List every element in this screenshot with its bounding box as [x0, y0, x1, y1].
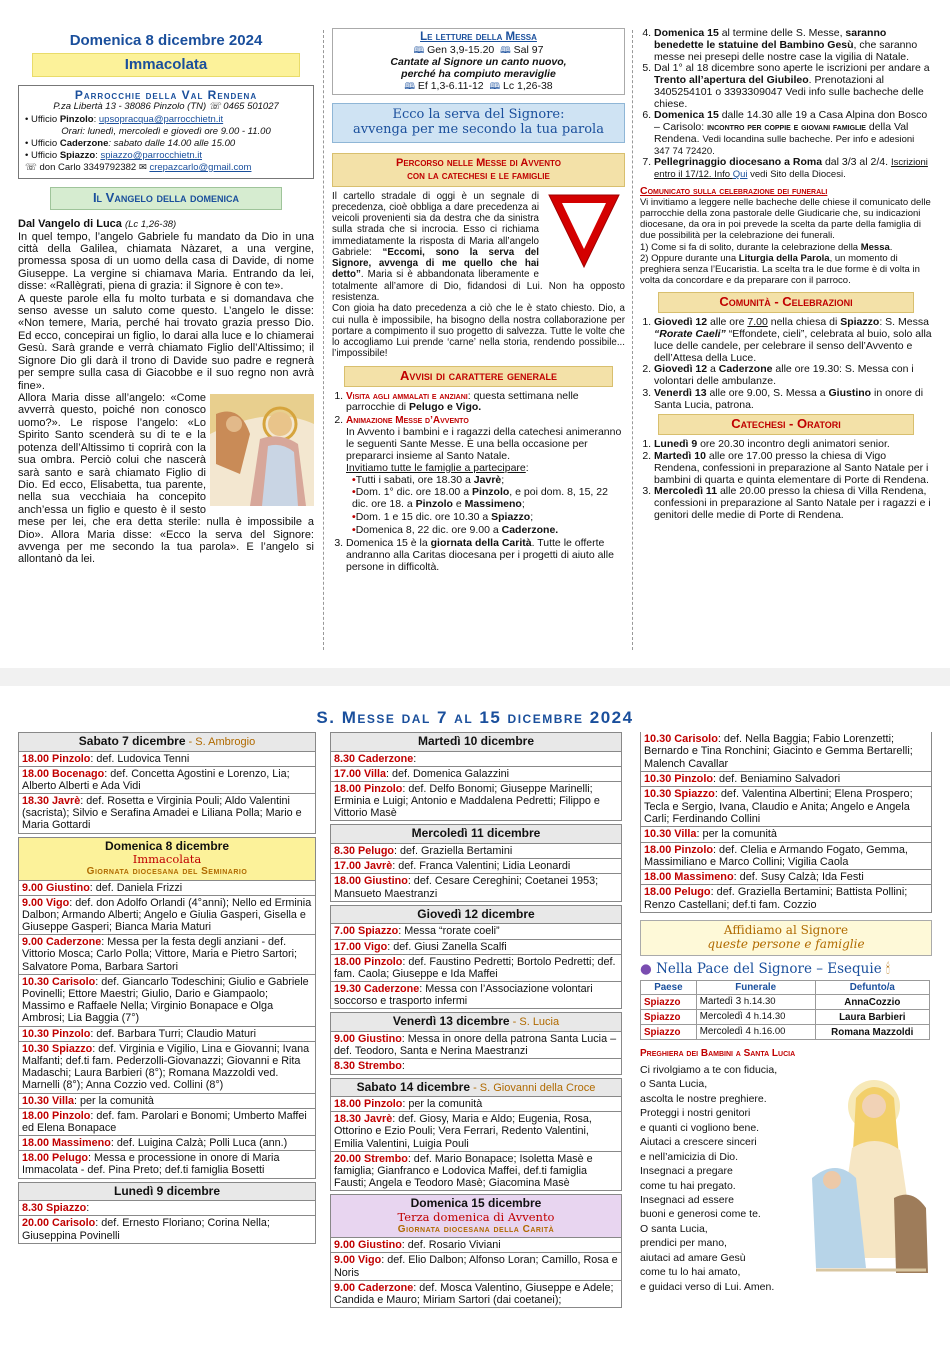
page-separator — [0, 668, 950, 686]
mass-entry: 8.30 Spiazzo: — [18, 1201, 316, 1216]
feast-banner: Immacolata — [32, 53, 300, 76]
mass-entry: 10.30 Pinzolo: def. Beniamino Salvadori — [640, 772, 932, 787]
mass-entry: 9.00 Vigo: def. Elio Dalbon; Alfonso Loran; Camillo, Rosa e Noris — [330, 1253, 622, 1280]
funerals-header: Comunicato sulla celebrazione dei funerali — [640, 184, 828, 197]
column-left — [18, 28, 314, 653]
mass-entry: 10.30 Spiazzo: def. Virginia e Vigilio, Lina e Giovanni; Ivana Malfanti; def.ti fam. Pederzolli-Giovanazzi; Giovanni e Rita Madaschi; Laura Barbieri (8°); Romana Mazzoldi ved. Marnelli (8°); Anna Cozzio ved. Collini (8°) — [18, 1042, 316, 1094]
column-right — [640, 28, 932, 653]
mass-entry: 18.30 Javrè: def. Rosetta e Virginia Pouli; Aldo Valentini (sacrista); Silvio e Serafina Amadei e Liliana Polla; Mario e Maria Gottardi — [18, 794, 316, 834]
masses-column-3 — [640, 732, 932, 913]
notice-item: 1. Visita agli ammalati e anziani: questa settimana nelle parrocchie di Pelugo e Vigo. — [346, 391, 625, 415]
mass-entry: 9.00 Vigo: def. don Adolfo Orlandi (4°anni); Nello ed Erminia Dalbon; Armando Alberti; Angelo e Giulia Gasperi, Gisella e Giuseppe Gasperi; Bianca Maria Maturi — [18, 896, 316, 936]
santa-lucia-image — [796, 1058, 936, 1288]
notice-item: 6. Domenica 15 dalle 14.30 alle 19 a Casa Alpina don Bosco – Carisolo: incontro per coppie e giovani famiglie della Val Rendena. Vedi locandina sulle bacheche. Per info e adesioni 347 74 72420. — [654, 110, 932, 157]
prayer-title: Preghiera dei Bambini a Santa Lucia — [640, 1048, 796, 1060]
prayer-line: e nell’amicizia di Dio. — [640, 1150, 739, 1163]
column-middle — [332, 28, 625, 653]
prayer-line: buoni e generosi come te. — [640, 1208, 761, 1221]
gospel-header: Il Vangelo della domenica — [50, 187, 282, 210]
bullet-icon: ● — [640, 960, 652, 977]
prayer-line: Insegnaci a pregare — [640, 1165, 733, 1178]
funerals-table: Paese Funerale Defunto/a Spiazzo Martedì 3 h.14.30 AnnaCozzio Spiazzo Mercoledì 4 h.14.30 Laura Barbieri Spiazzo Mercoledì 4 h.16.00 Romana Mazzoldi — [640, 980, 930, 1040]
mass-entry: 18.00 Pinzolo: per la comunità — [330, 1097, 622, 1112]
mass-entry: 9.00 Giustino: def. Rosario Viviani — [330, 1238, 622, 1253]
notice-item: 4. Domenica 15 al termine delle S. Messe, saranno benedette le statuine del Bambino Gesù, che saranno messe nei presepi delle nostre case la vigilia di Natale. — [654, 28, 932, 63]
office-hours: Orari: lunedì, mercoledì e giovedì ore 9.00 - 11.00 — [61, 126, 271, 138]
day-header: Domenica 15 dicembre Terza domenica di Avvento Giornata diocesana della Carità — [330, 1194, 622, 1238]
parish-title: Parrocchie della Val Rendena — [74, 87, 258, 102]
prayer-line: come tu lo hai amato, — [640, 1266, 741, 1279]
book-icon: 🕮 — [404, 81, 415, 92]
table-row: Spiazzo Mercoledì 4 h.16.00 Romana Mazzoldi — [641, 1025, 930, 1040]
mass-entry: 17.00 Villa: def. Domenica Galazzini — [330, 767, 622, 782]
mass-entry: 18.00 Pinzolo: def. Ludovica Tenni — [18, 752, 316, 767]
day-header: Lunedì 9 dicembre — [18, 1182, 316, 1202]
mass-entry: 19.30 Caderzone: Messa con l’Associazione volontari soccorso e trasporto infermi — [330, 982, 622, 1009]
community-header: Comunità - Celebrazioni — [658, 292, 914, 313]
book-icon: 🕮 — [489, 81, 501, 92]
prayer-line: Proteggi i nostri genitori — [640, 1107, 751, 1120]
mass-entry: 18.30 Javrè: def. Giosy, Maria e Aldo; Eugenia, Rosa, Ottorino e Ezio Pouli; Vera Ferrari, Redento Valentini, Emilia Valentini, Luigia Pouli — [330, 1112, 622, 1152]
day-header: Giovedì 12 dicembre — [330, 905, 622, 925]
mass-entry: 10.30 Spiazzo: def. Valentina Albertini; Elena Prospero; Tecla e Sergio, Ivana, Claudio e Anita; Angelo e Angela Carli; Ferdinando Collini — [640, 787, 932, 827]
catechesis-item: 3. Mercoledì 11 alle 20.00 presso la chiesa di Villa Rendena, confessioni in preparazione al Santo Natale per i ragazzi e i genitori delle medie di Porte di Rendena. — [654, 486, 932, 521]
mass-entry: 18.00 Pelugo: Messa e processione in onore di Maria Immacolata - def. Pina Preto; def.ti famiglia Bosetti — [18, 1151, 316, 1178]
prayer-line: come tu hai pregato. — [640, 1179, 736, 1192]
day-header: Domenica 8 dicembre Immacolata Giornata diocesana del Seminario — [18, 837, 316, 881]
catechesis-item: 1. Lunedì 9 ore 20.30 incontro degli animatori senior. — [654, 439, 932, 451]
mass-entry: 8.30 Strembo: — [330, 1059, 622, 1074]
mass-entry: 8.30 Pelugo: def. Graziella Bertamini — [330, 844, 622, 859]
column-divider — [632, 30, 633, 650]
funerals-text: Vi invitiamo a leggere nelle bacheche delle chiese il comunicato delle parrocchie della zona pastorale delle Giudicarie che, su indicazioni diocesane, da ora in poi prevede la scelta da parte della famiglia di due possibilità per la celebrazione dei funerali. 1) Come si fa di solito, durante la celebrazione della Messa. 2) Oppure durante una Liturgia della Parola, un momento di preghiera senza l’Eucaristia. La scelta tra le due forme è di volta in volta da concordare e da preparare con il parroco. — [640, 196, 931, 287]
column-divider — [323, 30, 324, 650]
day-header: Sabato 7 dicembre - S. Ambrogio — [18, 732, 316, 752]
yield-sign-icon — [545, 191, 623, 271]
mass-entry: 9.00 Giustino: def. Daniela Frizzi — [18, 881, 316, 896]
community-item: 3. Venerdì 13 alle ore 9.00, S. Messa a Giustino in onore di Santa Lucia, patrona. — [654, 388, 932, 412]
mass-entry: 18.00 Pinzolo: def. Clelia e Armando Fogato, Gemma, Massimiliano e Marco Collini; Vigilia Caola — [640, 843, 932, 871]
mass-entry: 9.00 Giustino: Messa in onore della patrona Santa Lucia – def. Teodoro, Santa e Nerina Maestranzi — [330, 1032, 622, 1059]
mass-entry: 20.00 Strembo: def. Mario Bonapace; Isoletta Masè e famiglia; Gianfranco e Lodovica Maffei, def.ti famiglia Fausti; Angela e Teodoro Masè; Giacomina Masè — [330, 1152, 622, 1192]
book-icon: 🕮 — [413, 45, 425, 56]
prayer-line: O santa Lucia, — [640, 1222, 708, 1235]
catechesis-list — [640, 439, 932, 521]
ecco-banner: Ecco la serva del Signore: avvenga per me secondo la tua parola — [332, 103, 625, 143]
readings-title: Le letture della Messa — [420, 31, 537, 43]
parish-info-box — [18, 85, 314, 179]
notice-item: 2. Animazione Messe d’Avvento In Avvento i bambini e i ragazzi della catechesi animeranno le seguenti Sante Messe. È una bella occasione per prepararci insieme al Santo Natale. Invitiamo tutte le famiglie a partecipare: • Tutti i sabati, ore 18.30 a Javrè; • Dom. 1° dic. ore 18.00 a Pinzolo, e poi dom. 8, 15, 22 dic. ore 18. a Pinzolo e Massimeno; • Dom. 1 e 15 dic. ore 10.30 a Spiazzo; • Domenica 8, 22 dic. ore 9.00 a Caderzone. — [346, 415, 625, 537]
day-header: Martedì 10 dicembre — [330, 732, 622, 752]
mass-entry: 9.00 Caderzone: Messa per la festa degli anziani - def. Vittorio Mosca; Carlo Polla; Vittore, Maria e Pietro Sartori; Salvatore Poma, Barbara Sartori — [18, 935, 316, 975]
office-pinzolo: • Ufficio Pinzolo: upsopracqua@parrocchietn.it — [25, 114, 224, 126]
advent-path-text: Il cartello stradale di oggi è un segnale di precedenza, cioè obbliga a dare precedenza ai veicoli provenienti sia da destra che da sinistra sulla strada che si incrocia. Esso ci richiama immediatamente la risposta di Maria all’angelo Gabriele: “Eccomi, sono la serva del Signore, avvenga di me quello che hai detto”. Maria si è abbandonata liberamente e totalmente all’amore di Dio, fidandosi di Lui. Non ha opposto resistenza. Con gioia ha dato precedenza a ciò che le è stato chiesto. Dio, a cui nulla è impossibile, ha bisogno della nostra collaborazione per portare a compimento il suo progetto di salvezza. Tutte le volte che lo accogliamo Lui prende ‘carne’ nella storia, rendendo possibile... l’impossibile! — [332, 190, 625, 360]
office-spiazzo: • Ufficio Spiazzo: spiazzo@parrocchietn.it — [25, 149, 203, 161]
info-link[interactable]: Qui — [732, 169, 748, 180]
mass-entry: 10.30 Pinzolo: def. Barbara Turri; Claudio Maturi — [18, 1027, 316, 1042]
prayer-line: e guidaci verso di Lui. Amen. — [640, 1280, 775, 1293]
table-row: Spiazzo Mercoledì 4 h.14.30 Laura Barbieri — [641, 1010, 930, 1025]
catechesis-header: Catechesi - Oratori — [658, 414, 914, 435]
prayer-line: ascolta le nostre preghiere. — [640, 1092, 767, 1105]
mass-entry: 17.00 Javrè: def. Franca Valentini; Lidia Leonardi — [330, 859, 622, 874]
parish-address: P.za Libertà 13 - 38086 Pinzolo (TN) ☏ 0465 501027 — [53, 101, 279, 113]
community-item: 2. Giovedì 12 a Caderzone alle ore 19.30: S. Messa con i volontari delle ambulanze. — [654, 364, 932, 388]
masses-title: S. Messe dal 7 al 15 dicembre 2024 — [316, 708, 634, 727]
prayer-line: Ci rivolgiamo a te con fiducia, — [640, 1063, 778, 1076]
prayer-line: aiutaci ad amare Gesù — [640, 1251, 746, 1264]
community-item: 1. Giovedì 12 alle ore 7.00 nella chiesa di Spiazzo: S. Messa “Rorate Caeli” “Effondete, cieli”, celebrata al buio, solo alla luce delle candele, per celebrare il senso dell’Avvento e dell’Attesa della Luce. — [654, 317, 932, 364]
mass-entry: 18.00 Giustino: def. Cesare Cereghini; Coetanei 1953; Mansueto Maestranzi — [330, 874, 622, 901]
prayer-line: Insegnaci ad essere — [640, 1194, 734, 1206]
mass-entry: 20.00 Carisolo: def. Ernesto Floriano; Corina Nella; Giuseppina Povinelli — [18, 1216, 316, 1243]
book-icon: 🕮 — [500, 45, 511, 56]
funerals-title: ● Nella Pace del Signore – Esequie 🕯 — [640, 960, 890, 977]
bulletin-date: Domenica 8 dicembre 2024 — [69, 32, 263, 49]
advent-path-header: Percorso nelle Messe di Avvento con la catechesi e le famiglie — [332, 153, 625, 186]
notices-header: Avvisi di carattere generale — [344, 366, 613, 387]
masses-column-1 — [18, 732, 316, 1244]
notices-list — [332, 391, 625, 574]
prayer-line: o Santa Lucia, — [640, 1078, 708, 1091]
masses-column-2 — [330, 732, 622, 1308]
office-caderzone: • Ufficio Caderzone: sabato dalle 14.00 alle 15.00 — [25, 138, 236, 150]
mass-entry: 8.30 Caderzone: — [330, 752, 622, 767]
email-link-pinzolo[interactable]: upsopracqua@parrocchietn.it — [98, 114, 224, 126]
mass-entry: 18.00 Bocenago: def. Concetta Agostini e Lorenzo, Lia; Alberto Alberti e Ada Vidi — [18, 767, 316, 794]
mass-entry: 18.00 Pinzolo: def. Delfo Bonomi; Giuseppe Marinelli; Erminia e Luigi; Antonio e Maddalena Pedretti; Filippo e Vittorio Masè — [330, 782, 622, 822]
catechesis-item: 2. Martedì 10 alle ore 17.00 presso la chiesa di Vigo Rendena, confessioni in preparazione al Santo Natale per i bambini di quarta e quinta elementare di Porte di Rendena. — [654, 451, 932, 486]
day-header: Mercoledì 11 dicembre — [330, 824, 622, 844]
mass-entry: 17.00 Vigo: def. Giusi Zanella Scalfi — [330, 940, 622, 955]
day-header: Venerdì 13 dicembre - S. Lucia — [330, 1012, 622, 1032]
mass-entry: 18.00 Massimeno: def. Susy Calzà; Ida Festi — [640, 870, 932, 885]
notices-list-continued — [640, 28, 932, 181]
email-link-carlo[interactable]: crepazcarlo@gmail.com — [149, 161, 252, 173]
prayer-line: e quanti ci vogliono bene. — [640, 1121, 760, 1134]
mass-entry: 10.30 Villa: per la comunità — [18, 1094, 316, 1109]
notice-item: 3. Domenica 15 è la giornata della Carità. Tutte le offerte andranno alla Caritas diocesana per i progetti di aiuto alle persone in difficoltà. — [346, 538, 625, 574]
notice-item: 5. Dal 1° al 18 dicembre sono aperte le iscrizioni per andare a Trento all’apertura del Giubileo. Prenotazioni al 3405254101 o 3393309047 Vedi info sulle bacheche delle chiese. — [654, 63, 932, 110]
notice-item: 7. Pellegrinaggio diocesano a Roma dal 3/3 al 2/4. Iscrizioni entro il 17/12. Info Qui vedi Sito della Diocesi. — [654, 157, 932, 181]
candle-icon: 🕯 — [885, 960, 890, 977]
prayer-line: Aiutaci a crescere sinceri — [640, 1136, 757, 1149]
table-row: Spiazzo Martedì 3 h.14.30 AnnaCozzio — [641, 995, 930, 1010]
mass-entry: 10.30 Villa: per la comunità — [640, 827, 932, 842]
mass-entry: 18.00 Pinzolo: def. fam. Parolari e Bonomi; Umberto Maffei ed Elena Bonapace — [18, 1109, 316, 1136]
annunciation-image — [210, 394, 314, 506]
gospel-text: Dal Vangelo di Luca (Lc 1,26-38) In quel tempo, l’angelo Gabriele fu mandato da Dio in una città della Galilea, chiamata Nàzaret, a una vergine, promessa sposa di un uomo della casa di Davide, di nome Giuseppe. La vergine si chiamava Maria. Entrando da lei, disse: «Rallègrati, piena di grazia: il Signore è con te». A queste parole ella fu molto turbata e si domandava che senso avesse un saluto come questo. L’angelo le disse: «Non temere, Maria, perché hai trovato grazia presso Dio. Ed ecco, concepirai un figlio, lo darai alla luce e lo chiamerai Gesù. Sarà grande e verrà chiamato Figlio dell’Altissimo; il Signore Dio gli darà il trono di Davide suo padre e regnerà per sempre sulla casa di Giacobbe e il suo regno non avrà fine». Allora Maria disse all’angelo: «Come avverrà questo, poiché non conosco uomo?». Le rispose l’angelo: «Lo Spirito Santo scenderà su di te e la potenza dell’Altissimo ti coprirà con la sua ombra. Perciò colui che nascerà sarà santo e sarà chiamato Figlio di Dio. Ed ecco, Elisabetta, tua parente, nella sua vecchiaia ha concepito anch’essa un figlio e questo è il sesto mese per lei, che era detta sterile: nulla è impossibile a Dio». Allora Maria disse: «Ecco la serva del Signore: avvenga per me secondo la tua parola». E l’angelo si allontanò da lei. — [18, 217, 314, 566]
mass-entry: 10.30 Carisolo: def. Giancarlo Todeschini; Giulio e Gabriele Povinelli; Ettore Maestri; Giulio, Dario e Giampaolo; Massimo e Raffaele Nella; Virginio Bonapace e Olga Ambrosi; Lia Baggia (7°) — [18, 975, 316, 1027]
day-header: Sabato 14 dicembre - S. Giovanni della Croce — [330, 1078, 622, 1098]
mass-entry: 10.30 Carisolo: def. Nella Baggia; Fabio Lorenzetti; Bernardo e Tina Ronchini; Giacinto e Gemma Bertarelli; Malench Cavallar — [640, 732, 932, 772]
community-list — [640, 317, 932, 411]
affidiamo-banner: Affidiamo al Signore queste persone e famiglie — [640, 920, 932, 956]
prayer-line: prendici per mano, — [640, 1237, 727, 1250]
readings-box: Le letture della Messa 🕮 Gen 3,9-15.20 🕮 Sal 97 Cantate al Signore un canto nuovo, perché ha compiuto meraviglie 🕮 Ef 1,3-6.11-12 🕮 Lc 1,26-38 — [332, 28, 625, 95]
mass-entry: 18.00 Pinzolo: def. Faustino Pedretti; Bortolo Pedretti; def. fam. Caola; Giuseppe e Ida Maffei — [330, 955, 622, 982]
mass-entry: 18.00 Pelugo: def. Graziella Bertamini; Battista Pollini; Renzo Castellani; def.ti fam. Cozzio — [640, 885, 932, 913]
mass-entry: 7.00 Spiazzo: Messa “rorate coeli” — [330, 924, 622, 939]
mass-entry: 18.00 Massimeno: def. Luigina Calzà; Polli Luca (ann.) — [18, 1136, 316, 1151]
email-link-spiazzo[interactable]: spiazzo@parrocchietn.it — [100, 149, 203, 161]
don-carlo-contact: ☏ don Carlo 3349792382 ✉ crepazcarlo@gmail.com — [25, 161, 252, 173]
mass-entry: 9.00 Caderzone: def. Mosca Valentino, Giuseppe e Adele; Candida e Mauro; Miriam Sartori (dai coetanei); — [330, 1281, 622, 1308]
